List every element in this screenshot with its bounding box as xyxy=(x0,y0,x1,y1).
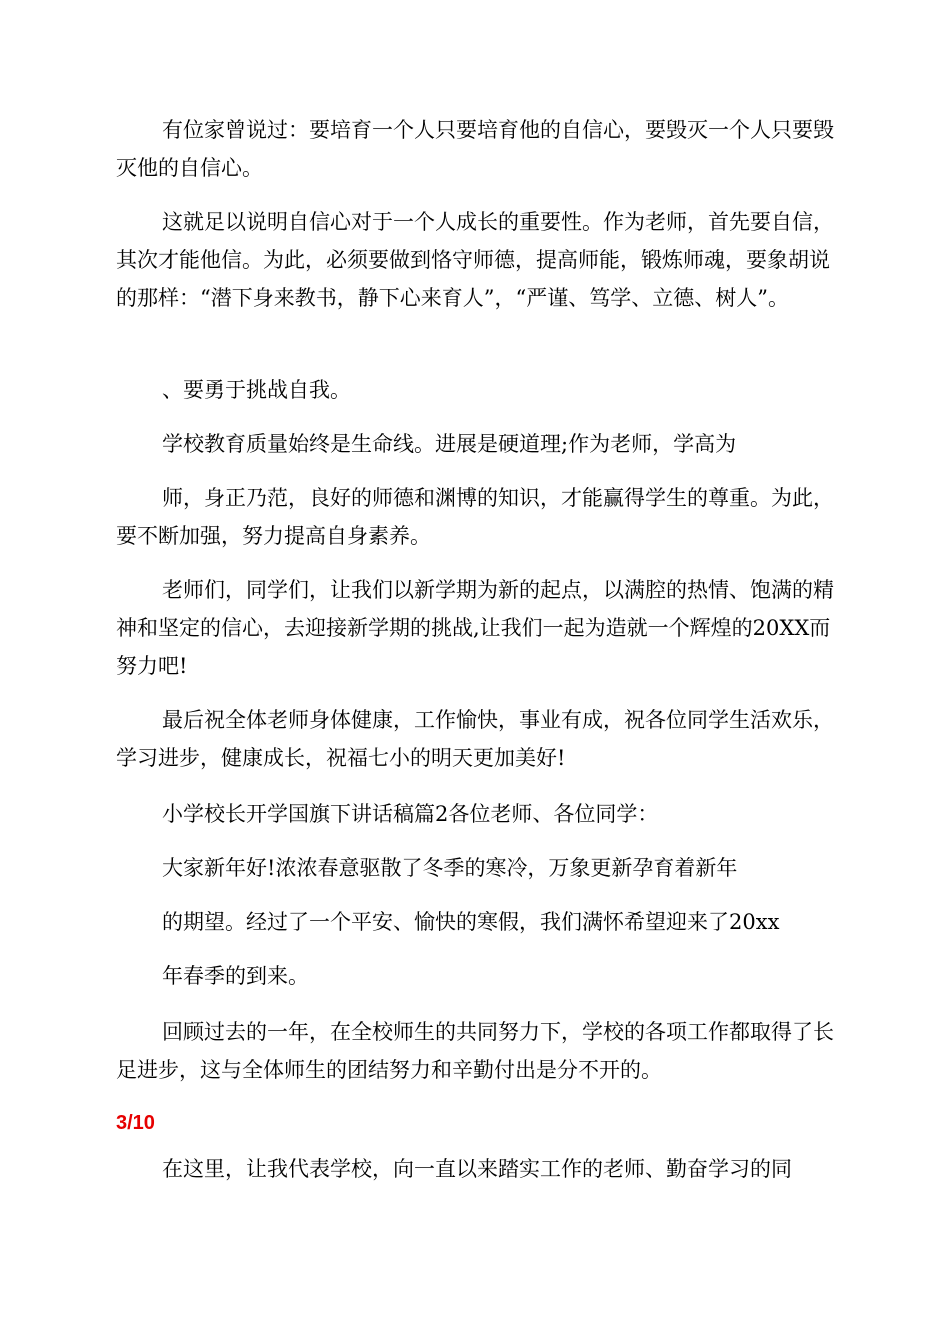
paragraph-7: 最后祝全体老师身体健康，工作愉快，事业有成，祝各位同学生活欢乐，学习进步，健康成长，祝福七小的明天更加美好! xyxy=(116,708,834,770)
paragraph-3: 、要勇于挑战自我。 xyxy=(162,378,351,402)
paragraph-12: 回顾过去的一年，在全校师生的共同努力下，学校的各项工作都取得了长足进步，这与全体师生的团结努力和辛勤付出是分不开的。 xyxy=(116,1020,834,1082)
paragraph-5: 师，身正乃范，良好的师德和渊博的知识，才能赢得学生的尊重。为此，要不断加强，努力提高自身素养。 xyxy=(116,486,834,548)
page-number: 3/10 xyxy=(116,1112,155,1134)
paragraph-1: 有位家曾说过：要培育一个人只要培育他的自信心，要毁灭一个人只要毁灭他的自信心。 xyxy=(116,118,834,180)
paragraph-8: 小学校长开学国旗下讲话稿篇2各位老师、各位同学： xyxy=(162,802,659,826)
paragraph-13: 在这里，让我代表学校，向一直以来踏实工作的老师、勤奋学习的同 xyxy=(162,1157,792,1181)
paragraph-10: 的期望。经过了一个平安、愉快的寒假，我们满怀希望迎来了20xx xyxy=(162,910,780,934)
paragraph-6: 老师们，同学们，让我们以新学期为新的起点，以满腔的热情、饱满的精神和坚定的信心，去迎接新学期的挑战,让我们一起为造就一个辉煌的20XX而努力吧! xyxy=(116,578,834,678)
paragraph-9: 大家新年好!浓浓春意驱散了冬季的寒冷，万象更新孕育着新年 xyxy=(162,856,738,880)
paragraph-2: 这就足以说明自信心对于一个人成长的重要性。作为老师，首先要自信，其次才能他信。为此，必须要做到恪守师德，提高师能，锻炼师魂，要象胡说的那样：“潜下身来教书，静下心来育人”，“严谨、笃学、立德、树人”。 xyxy=(116,210,834,310)
paragraph-4: 学校教育质量始终是生命线。进展是硬道理;作为老师，学高为 xyxy=(162,432,737,456)
paragraph-11: 年春季的到来。 xyxy=(162,964,309,988)
